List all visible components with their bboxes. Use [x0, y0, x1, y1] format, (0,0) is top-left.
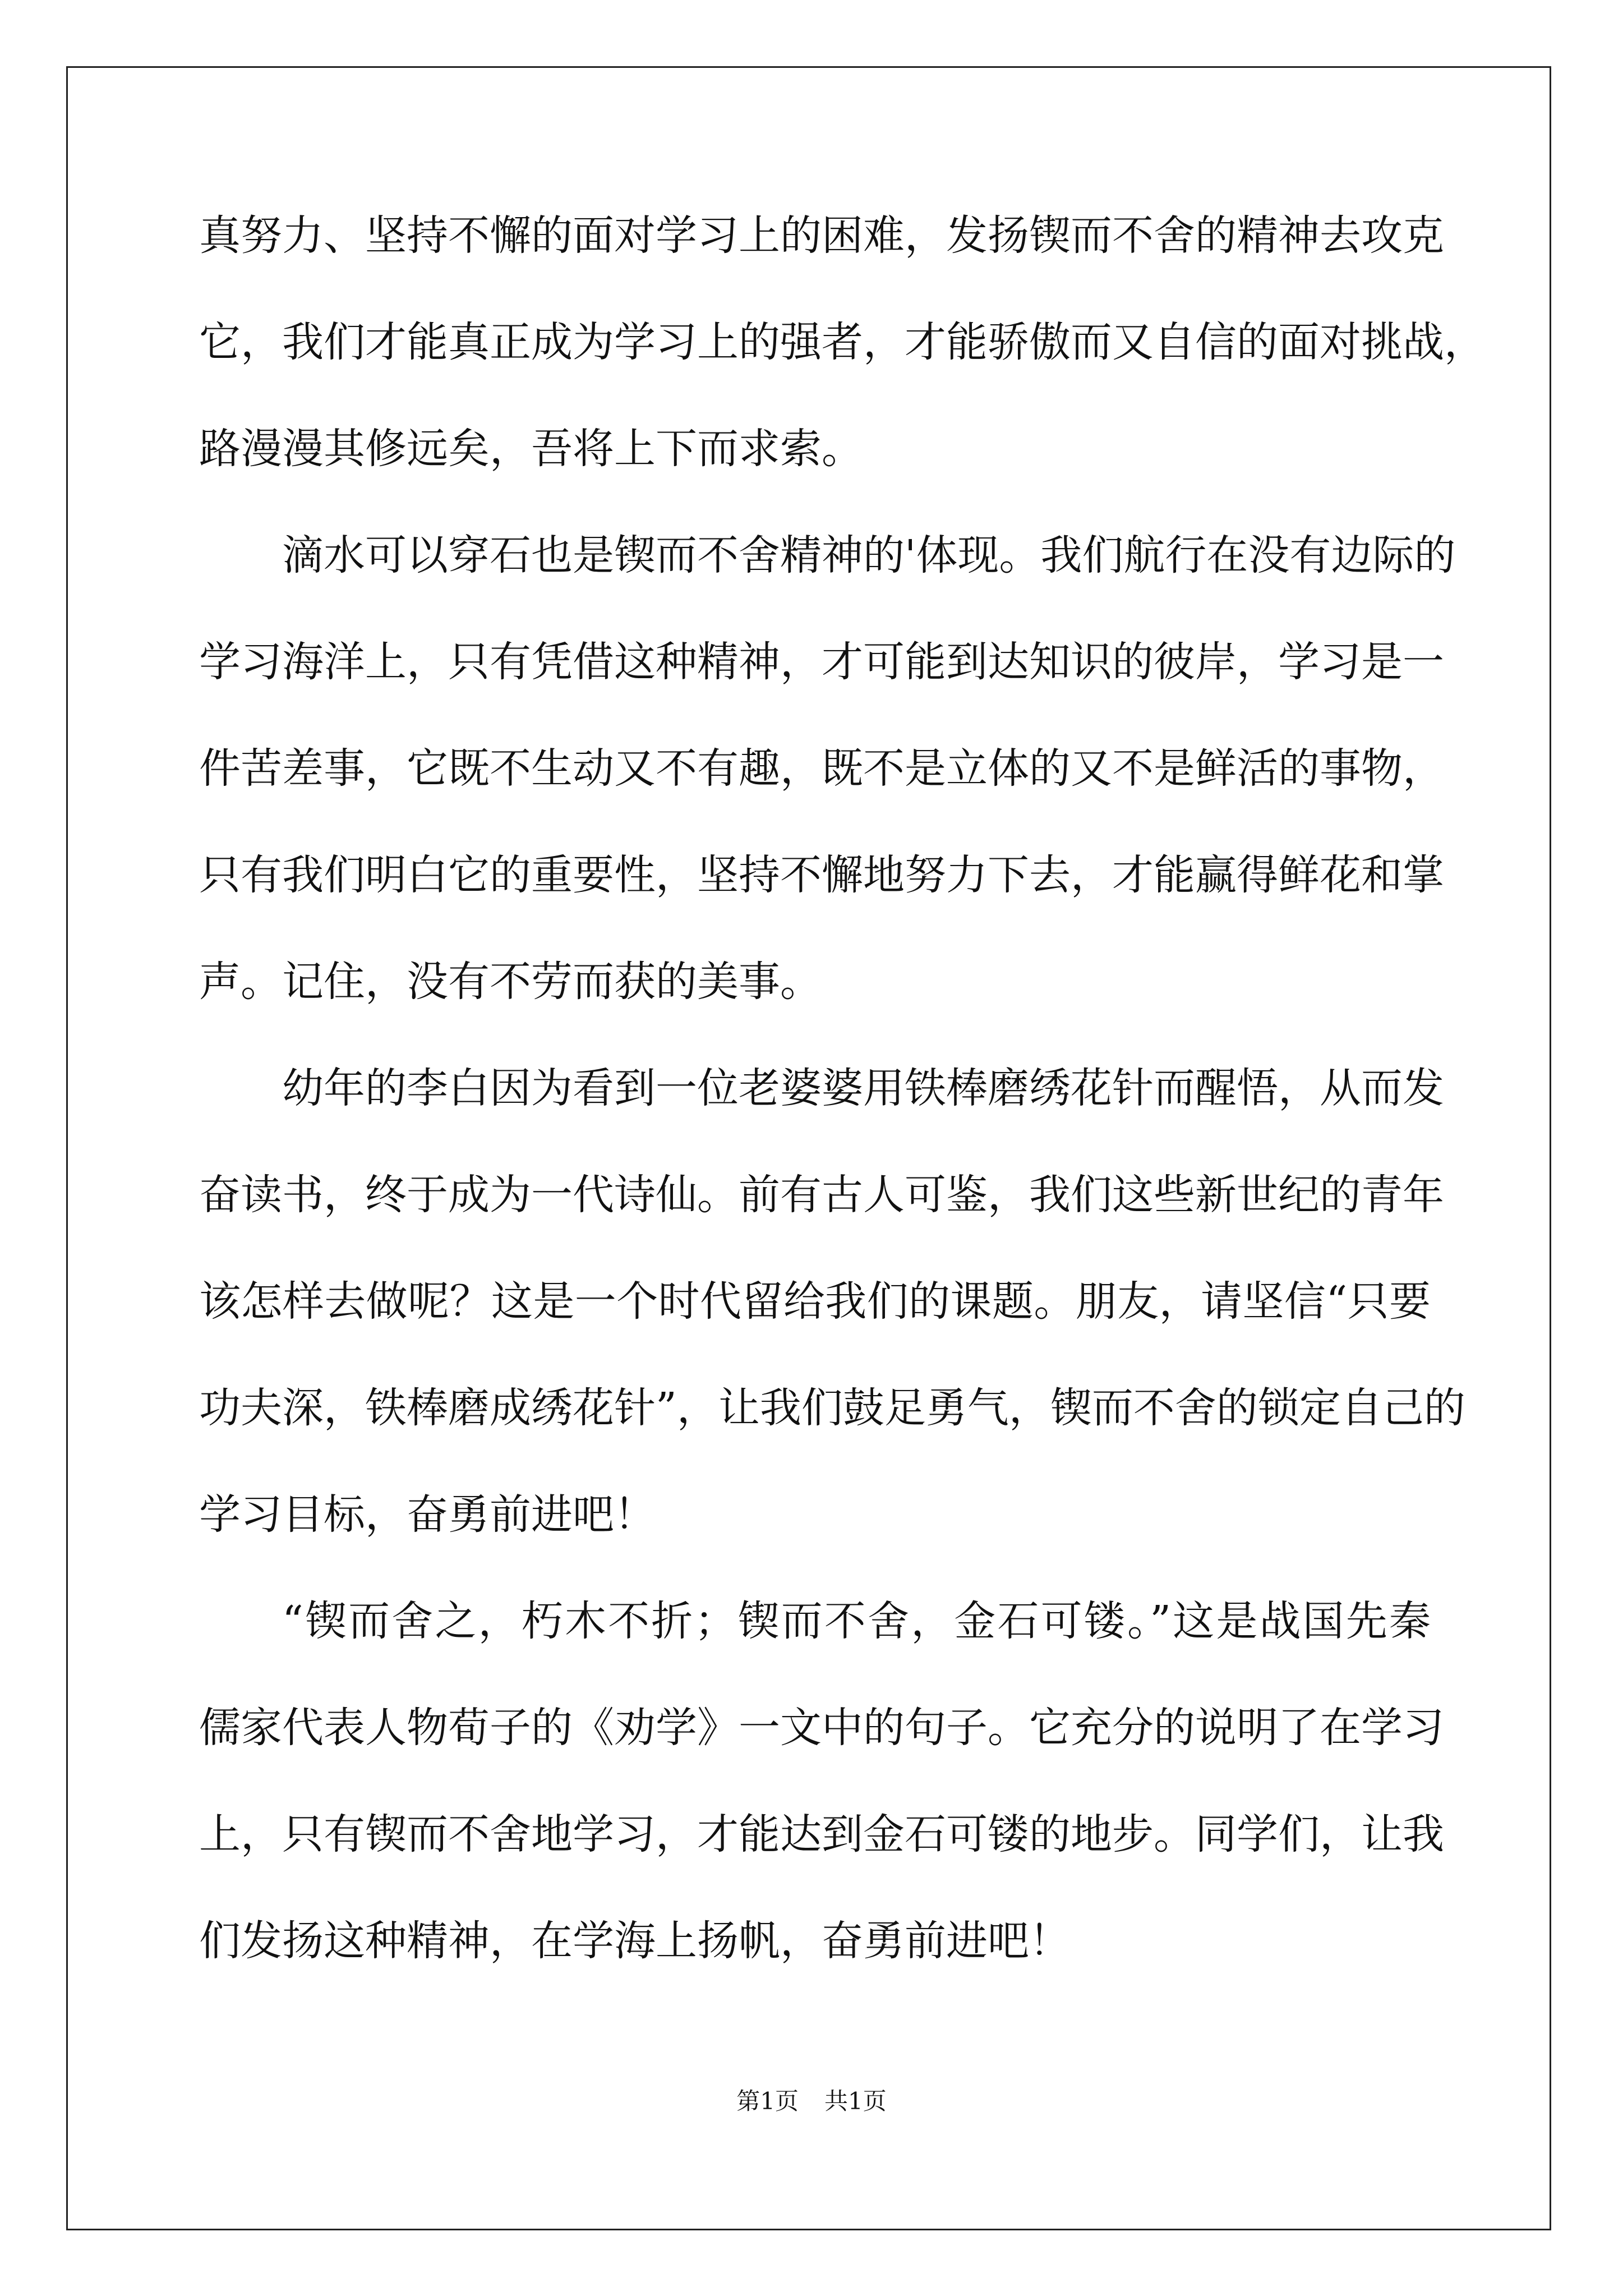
text-line: 该怎样去做呢？这是一个时代留给我们的课题。朋友，请坚信“只要 [199, 1277, 1431, 1326]
text-line: 奋读书，终于成为一代诗仙。前有古人可鉴，我们这些新世纪的青年 [199, 1171, 1444, 1219]
text-line: 真努力、坚持不懈的面对学习上的困难，发扬锲而不舍的精神去攻克 [199, 211, 1444, 260]
text-line: 声。记住，没有不劳而获的美事。 [199, 958, 822, 1006]
page-number-current: 第1页 [736, 2087, 799, 2115]
paragraph-first-line: 幼年的李白因为看到一位老婆婆用铁棒磨绣花针而醒悟，从而发 [282, 1064, 1444, 1112]
page-footer [0, 2085, 1623, 2118]
text-line: 学习海洋上，只有凭借这种精神，才可能到达知识的彼岸，学习是一 [199, 638, 1444, 686]
text-line: 路漫漫其修远矣，吾将上下而求索。 [199, 425, 863, 473]
text-line: 们发扬这种精神，在学海上扬帆，奋勇前进吧！ [199, 1917, 1071, 1965]
text-line: 只有我们明白它的重要性，坚持不懈地努力下去，才能赢得鲜花和掌 [199, 851, 1444, 899]
text-line: 件苦差事，它既不生动又不有趣，既不是立体的又不是鲜活的事物， [199, 744, 1444, 793]
page-number-total: 共1页 [824, 2087, 887, 2115]
text-line: 上，只有锲而不舍地学习，才能达到金石可镂的地步。同学们，让我 [199, 1810, 1444, 1858]
text-line: 学习目标，奋勇前进吧！ [199, 1490, 656, 1539]
paragraph-first-line: “锲而舍之，朽木不折；锲而不舍，金石可镂。”这是战国先秦 [282, 1597, 1431, 1645]
paragraph-first-line: 滴水可以穿石也是锲而不舍精神的'体现。我们航行在没有边际的 [282, 531, 1456, 579]
text-line: 功夫深，铁棒磨成绣花针”，让我们鼓足勇气，锲而不舍的锁定自己的 [199, 1384, 1465, 1432]
document-body [199, 209, 1486, 2021]
text-line: 它，我们才能真正成为学习上的强者，才能骄傲而又自信的面对挑战， [199, 318, 1486, 366]
text-line: 儒家代表人物荀子的《劝学》一文中的句子。它充分的说明了在学习 [199, 1704, 1444, 1752]
